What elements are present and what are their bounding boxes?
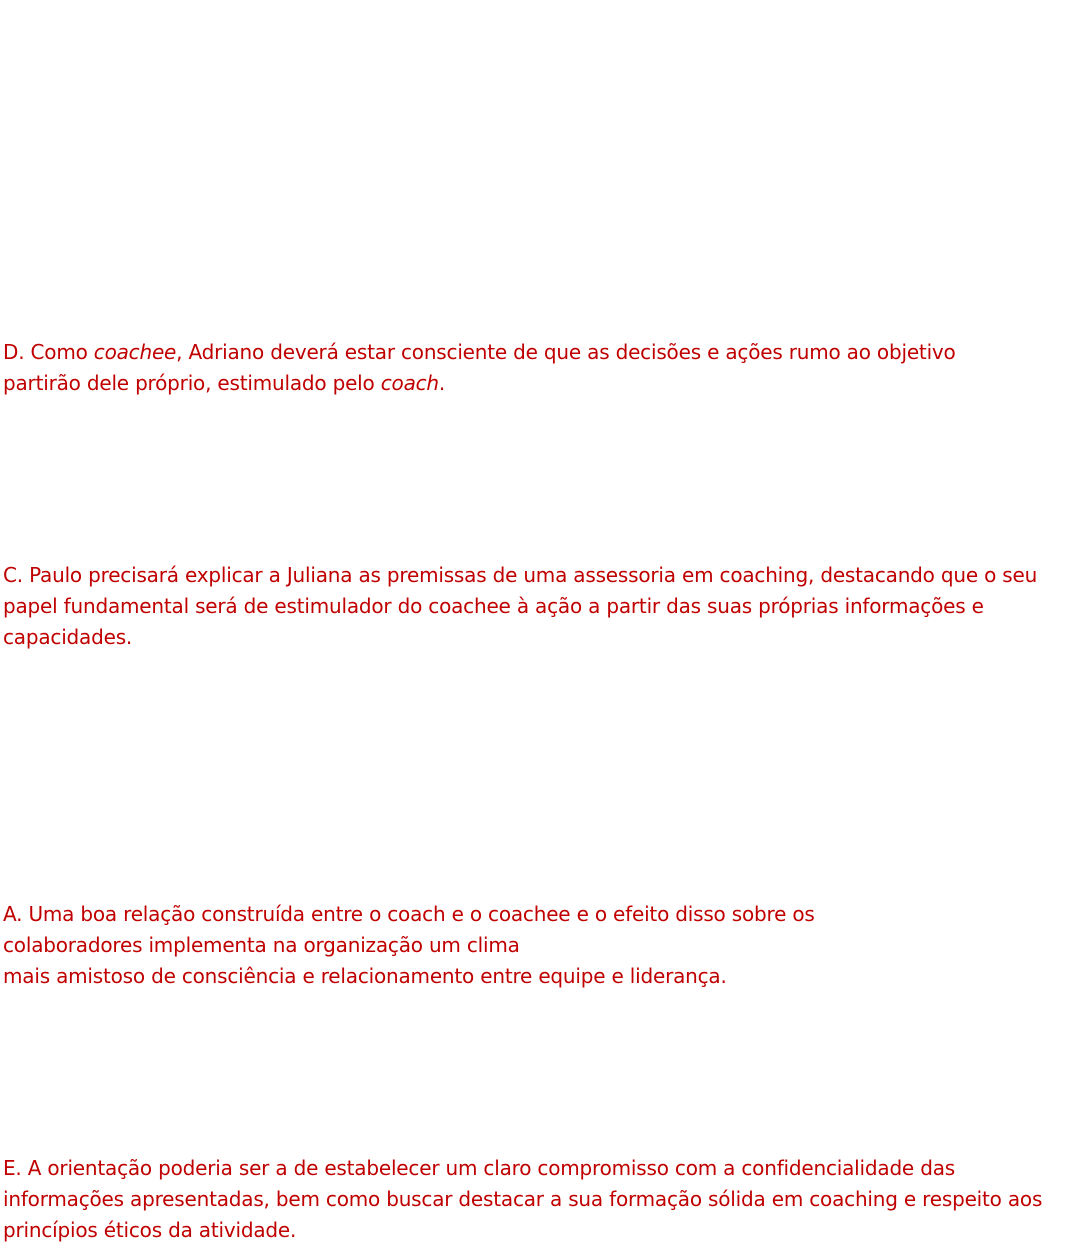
answer-a-text: A. Uma boa relação construída entre o coach e o coachee e o efeito disso sobre os colaboradores implementa na organização um clima mais amistoso de consciência e relacionamento entre equipe e liderança. bbox=[3, 902, 815, 988]
answer-d-text-2: , Adriano deverá estar consciente de que as decisões e ações rumo ao objetivo partirão dele próprio, estimulado pelo bbox=[3, 340, 956, 395]
answer-d-text-1: D. Como bbox=[3, 340, 94, 364]
answer-c-text: C. Paulo precisará explicar a Juliana as premissas de uma assessoria em coaching, destacando que o seu papel fundamental será de estimulador do coachee à ação a partir das suas próprias informações e capacidades. bbox=[3, 563, 1038, 649]
answer-d-term-coachee: coachee bbox=[93, 340, 177, 364]
answer-e-text: E. A orientação poderia ser a de estabelecer um claro compromisso com a confidencialidade das informações apresentadas, bem como buscar destacar a sua formação sólida em coaching e respeito aos princípios éticos da atividade. bbox=[3, 1156, 1043, 1242]
answer-option-a[interactable] bbox=[3, 899, 1063, 992]
answer-option-c[interactable] bbox=[3, 560, 1063, 653]
answer-option-d[interactable] bbox=[3, 337, 1063, 399]
answer-d-term-coach: coach bbox=[380, 371, 439, 395]
answer-option-e[interactable] bbox=[3, 1153, 1065, 1246]
answer-d-text-3: . bbox=[438, 371, 446, 395]
